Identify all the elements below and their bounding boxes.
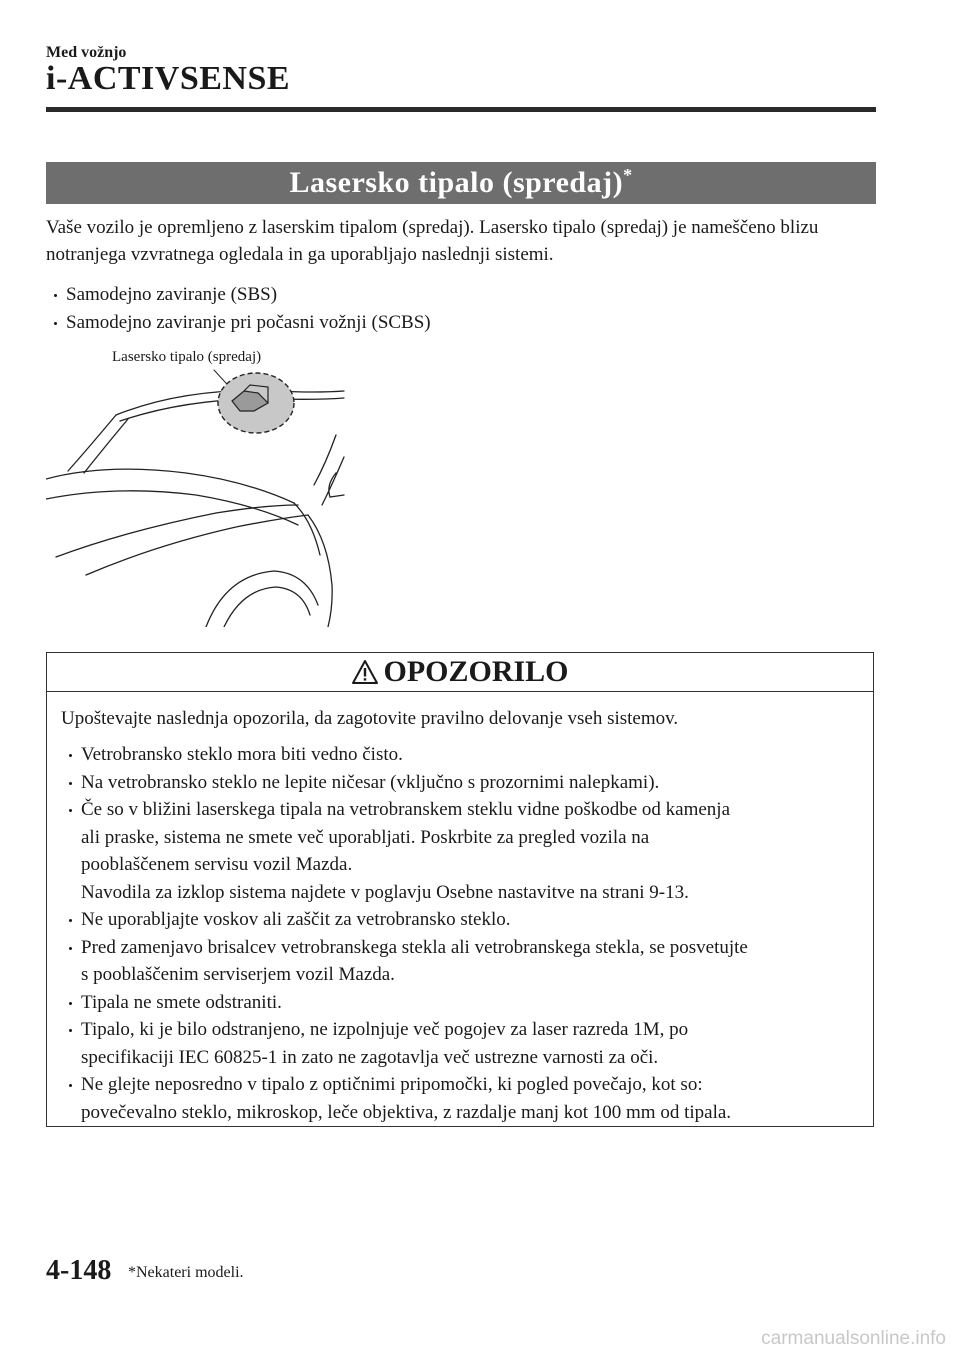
warning-intro: Upoštevajte naslednja opozorila, da zagotovite pravilno delovanje vseh sistemov. — [61, 708, 679, 729]
warning-list — [61, 741, 866, 1126]
breadcrumb: Med vožnjo — [46, 44, 127, 61]
header-rule — [46, 107, 876, 112]
warning-line: Navodila za izklop sistema najdete v poglavju Osebne nastavitve na strani 9-13. — [81, 881, 689, 903]
figure-label: Lasersko tipalo (spredaj) — [112, 349, 262, 365]
page-number: 4-148 — [46, 1255, 112, 1286]
warning-triangle-icon — [351, 659, 379, 685]
footnote: *Nekateri modeli. — [128, 1264, 244, 1281]
intro-bullet-list — [46, 281, 886, 337]
warning-header — [47, 653, 873, 692]
warning-line: Če so v bližini laserskega tipala na vetrobranskem steklu vidne poškodbe od kamenja — [81, 799, 730, 820]
warning-item — [61, 769, 866, 797]
warning-item — [61, 1071, 866, 1126]
warning-line: Na vetrobransko steklo ne lepite ničesar (vključno s prozornimi nalepkami). — [81, 771, 660, 793]
intro-paragraph: Vaše vozilo je opremljeno z laserskim tipalom (spredaj). Lasersko tipalo (spredaj) je nameščeno blizu notranjega vzvratnega ogledala in ga uporabljajo naslednji sistemi. — [46, 217, 819, 265]
warning-line: specifikaciji IEC 60825-1 in zato ne zagotavlja več ustrezne varnosti za oči. — [81, 1046, 659, 1068]
warning-line: povečevalno steklo, mikroskop, leče objektiva, z razdalje manj kot 100 mm od tipala. — [81, 1101, 732, 1123]
warning-line: Vetrobransko steklo mora biti vedno čisto. — [81, 744, 403, 765]
sensor-location-figure — [46, 345, 346, 627]
warning-box — [46, 652, 874, 1127]
warning-line: s pooblaščenim serviserjem vozil Mazda. — [81, 964, 395, 985]
section-title-mark: * — [623, 165, 633, 185]
chapter-title: i-ACTIVSENSE — [46, 60, 291, 97]
warning-line: Pred zamenjavo brisalcev vetrobranskega stekla ali vetrobranskega stekla, se posvetujte — [81, 936, 748, 958]
warning-item — [61, 1016, 866, 1071]
windshield-illustration — [46, 345, 346, 627]
section-banner — [46, 162, 876, 204]
section-title: Lasersko tipalo (spredaj) — [289, 166, 624, 199]
warning-title: OPOZORILO — [383, 655, 569, 688]
intro-bullet: Samodejno zaviranje (SBS) — [46, 281, 886, 309]
warning-line: Tipalo, ki je bilo odstranjeno, ne izpolnjuje več pogojev za laser razreda 1M, po — [81, 1019, 689, 1040]
intro-bullet: Samodejno zaviranje pri počasni vožnji (SCBS) — [46, 309, 886, 337]
warning-item — [61, 934, 866, 989]
warning-line: Tipala ne smete odstraniti. — [81, 991, 282, 1013]
warning-item — [61, 796, 866, 906]
warning-item — [61, 906, 866, 934]
warning-item — [61, 989, 866, 1017]
warning-line: pooblaščenem servisu vozil Mazda. — [81, 854, 353, 875]
warning-item — [61, 741, 866, 769]
warning-line: Ne glejte neposredno v tipalo z optičnimi pripomočki, ki pogled povečajo, kot so: — [81, 1074, 703, 1095]
warning-line: ali praske, sistema ne smete več uporabljati. Poskrbite za pregled vozila na — [81, 826, 650, 848]
watermark: carmanualsonline.info — [761, 1328, 946, 1349]
warning-line: Ne uporabljajte voskov ali zaščit za vetrobransko steklo. — [81, 909, 511, 930]
